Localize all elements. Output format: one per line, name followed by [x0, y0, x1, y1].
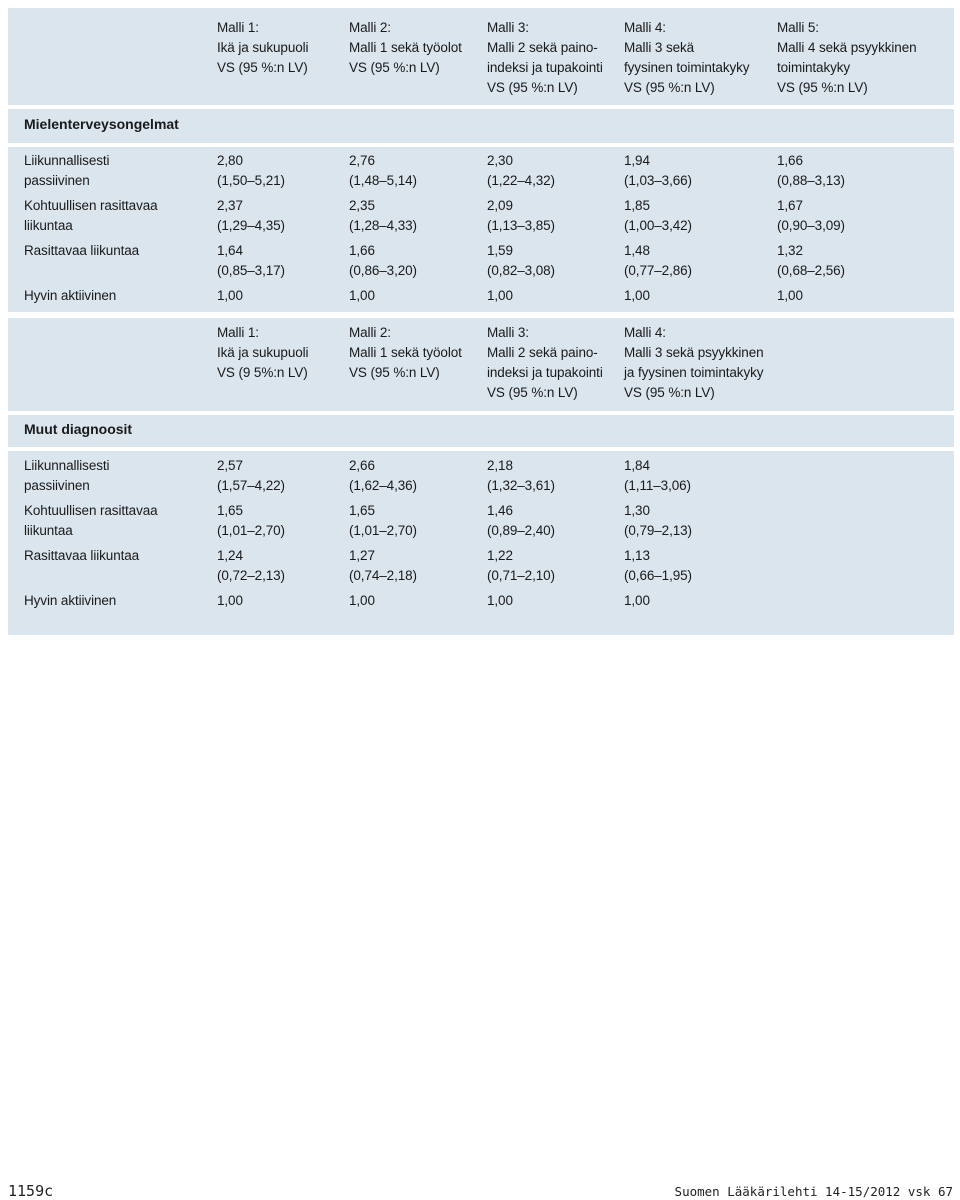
table-cell: (1,11–3,06)	[624, 478, 691, 493]
table-cell: (0,68–2,56)	[777, 263, 845, 278]
column-header: Malli 1:	[217, 20, 259, 35]
table-cell: (1,50–5,21)	[217, 173, 285, 188]
row-label: Rasittavaa liikuntaa	[24, 548, 140, 563]
table-cell: (0,88–3,13)	[777, 173, 845, 188]
column-header: Malli 2 sekä paino-	[487, 40, 598, 55]
table-cell: 1,24	[217, 548, 243, 563]
table-cell: 2,30	[487, 153, 513, 168]
table-cell: 1,30	[624, 503, 650, 518]
row-label: Kohtuullisen rasittavaa	[24, 198, 158, 213]
table-cell: (1,48–5,14)	[349, 173, 417, 188]
table-cell: 1,32	[777, 243, 803, 258]
table-cell: 2,76	[349, 153, 375, 168]
table-cell: 1,00	[487, 593, 513, 608]
table-cell: (1,28–4,33)	[349, 218, 417, 233]
column-header: Malli 1 sekä työolot	[349, 40, 462, 55]
table-cell: 1,46	[487, 503, 513, 518]
table-cell: 1,67	[777, 198, 803, 213]
table-cell: 1,65	[349, 503, 375, 518]
table-cell: (0,79–2,13)	[624, 523, 692, 538]
table-cell: (1,01–2,70)	[349, 523, 417, 538]
table-cell: 1,00	[217, 593, 243, 608]
column-header: Malli 4 sekä psyykkinen	[777, 40, 917, 55]
table-cell: 2,57	[217, 458, 243, 473]
table-cell: 2,18	[487, 458, 513, 473]
table-cell: 2,35	[349, 198, 375, 213]
column-header: Malli 2:	[349, 325, 391, 340]
table-cell: 1,00	[624, 288, 650, 303]
table-cell: (0,66–1,95)	[624, 568, 692, 583]
row-label: liikuntaa	[24, 218, 73, 233]
table-cell: 2,80	[217, 153, 243, 168]
column-header: Malli 3 sekä psyykkinen	[624, 345, 764, 360]
column-header: Malli 4:	[624, 325, 666, 340]
table-cell: 1,59	[487, 243, 513, 258]
table-cell: 1,65	[217, 503, 243, 518]
row-label: Hyvin aktiivinen	[24, 288, 117, 303]
column-header: VS (95 %:n LV)	[624, 385, 715, 400]
table-cell: (0,72–2,13)	[217, 568, 285, 583]
column-header: Malli 2:	[349, 20, 391, 35]
section-title: Muut diagnoosit	[24, 421, 133, 437]
table-cell: (1,57–4,22)	[217, 478, 285, 493]
column-header: Ikä ja sukupuoli	[217, 345, 309, 360]
column-header: VS (95 %:n LV)	[487, 385, 578, 400]
row-label: Liikunnallisesti	[24, 458, 110, 473]
row-label: passiivinen	[24, 173, 90, 188]
table-cell: (1,00–3,42)	[624, 218, 692, 233]
table-cell: (1,29–4,35)	[217, 218, 285, 233]
table-cell: (1,01–2,70)	[217, 523, 285, 538]
table-cell: 1,00	[777, 288, 803, 303]
column-header: Malli 3 sekä	[624, 40, 695, 55]
column-header: indeksi ja tupakointi	[487, 365, 603, 380]
table-cell: 1,22	[487, 548, 513, 563]
column-header: VS (95 %:n LV)	[777, 80, 868, 95]
table-cell: (0,82–3,08)	[487, 263, 555, 278]
column-header: Malli 3:	[487, 325, 529, 340]
table2-header-band	[8, 318, 954, 411]
table-cell: (0,89–2,40)	[487, 523, 555, 538]
table-cell: 1,85	[624, 198, 650, 213]
column-header: fyysinen toimintakyky	[624, 60, 750, 75]
table-cell: 1,94	[624, 153, 650, 168]
row-label: Hyvin aktiivinen	[24, 593, 117, 608]
table-cell: 1,00	[217, 288, 243, 303]
table-cell: (1,13–3,85)	[487, 218, 555, 233]
table-cell: 1,00	[487, 288, 513, 303]
table-cell: (1,62–4,36)	[349, 478, 417, 493]
table2-body-band	[8, 451, 954, 635]
row-label: Rasittavaa liikuntaa	[24, 243, 140, 258]
table-cell: (1,03–3,66)	[624, 173, 692, 188]
column-header: Malli 4:	[624, 20, 666, 35]
table-cell: 1,66	[777, 153, 803, 168]
column-header: Malli 2 sekä paino-	[487, 345, 598, 360]
table-cell: (0,71–2,10)	[487, 568, 555, 583]
table-cell: 1,27	[349, 548, 375, 563]
row-label: Liikunnallisesti	[24, 153, 110, 168]
table-cell: (1,32–3,61)	[487, 478, 555, 493]
column-header: Malli 1 sekä työolot	[349, 345, 462, 360]
table-cell: 1,64	[217, 243, 243, 258]
row-label: liikuntaa	[24, 523, 73, 538]
column-header: VS (95 %:n LV)	[624, 80, 715, 95]
column-header: toimintakyky	[777, 60, 851, 75]
table-cell: (0,74–2,18)	[349, 568, 417, 583]
journal-footer: Suomen Lääkärilehti 14-15/2012 vsk 67	[674, 1184, 953, 1199]
row-label: Kohtuullisen rasittavaa	[24, 503, 158, 518]
row-label: passiivinen	[24, 478, 90, 493]
column-header: VS (95 %:n LV)	[349, 60, 440, 75]
column-header: Malli 1:	[217, 325, 259, 340]
column-header: VS (9 5%:n LV)	[217, 365, 308, 380]
table-cell: 1,13	[624, 548, 650, 563]
table-cell: 1,66	[349, 243, 375, 258]
column-header: VS (95 %:n LV)	[217, 60, 308, 75]
table2-section-band	[8, 415, 954, 447]
table-cell: (1,22–4,32)	[487, 173, 555, 188]
column-header: Malli 5:	[777, 20, 819, 35]
column-header: VS (95 %:n LV)	[487, 80, 578, 95]
table-cell: 1,00	[349, 288, 375, 303]
table-cell: 1,00	[624, 593, 650, 608]
column-header: Ikä ja sukupuoli	[217, 40, 309, 55]
column-header: ja fyysinen toimintakyky	[624, 365, 764, 380]
table-cell: (0,86–3,20)	[349, 263, 417, 278]
table-cell: 1,48	[624, 243, 650, 258]
column-header: VS (95 %:n LV)	[349, 365, 440, 380]
column-header: Malli 3:	[487, 20, 529, 35]
section-title: Mielenterveysongelmat	[24, 116, 179, 132]
table-cell: (0,85–3,17)	[217, 263, 285, 278]
column-header: indeksi ja tupakointi	[487, 60, 603, 75]
table-cell: (0,90–3,09)	[777, 218, 845, 233]
table-cell: 2,37	[217, 198, 243, 213]
table-cell: 2,66	[349, 458, 375, 473]
page-number: 1159c	[8, 1182, 54, 1200]
table-cell: 1,84	[624, 458, 650, 473]
table-cell: 1,00	[349, 593, 375, 608]
table-cell: 2,09	[487, 198, 513, 213]
table-cell: (0,77–2,86)	[624, 263, 692, 278]
